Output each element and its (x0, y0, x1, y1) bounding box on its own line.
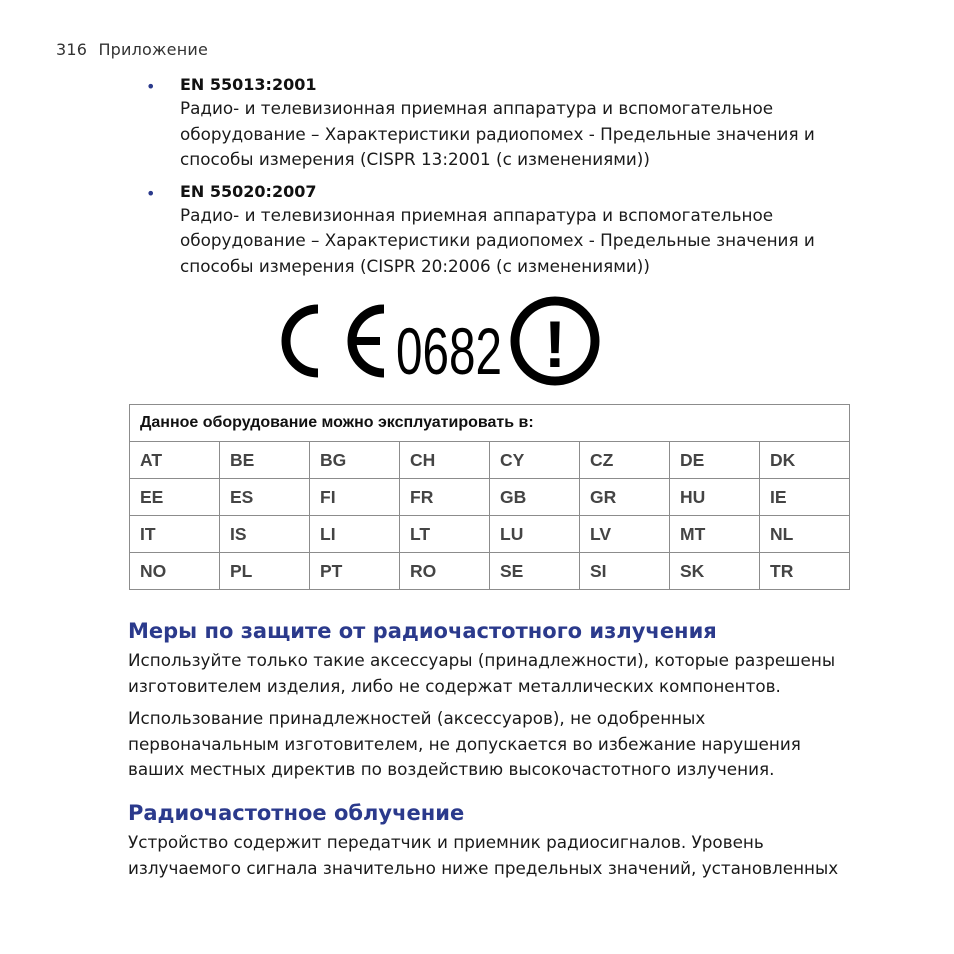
bullet-icon: • (146, 77, 156, 96)
country-cell: RO (400, 553, 490, 590)
country-cell: BE (220, 442, 310, 479)
table-heading: Данное оборудование можно эксплуатировать в: (130, 405, 850, 442)
paragraph: Устройство содержит передатчик и приемник радиосигналов. Уровень излучаемого сигнала значительно ниже предельных значений, установленных (128, 832, 839, 878)
table-row (130, 442, 850, 479)
country-cell: FI (310, 479, 400, 516)
country-cell: PL (220, 553, 310, 590)
country-cell: BG (310, 442, 400, 479)
certification-marks (272, 293, 602, 389)
table-row (130, 479, 850, 516)
list-item (146, 181, 866, 280)
country-table (129, 404, 850, 590)
country-cell: IE (760, 479, 850, 516)
section-title-rf-exposure: Радиочастотное облучение (128, 801, 465, 825)
country-cell: ES (220, 479, 310, 516)
country-cell: NL (760, 516, 850, 553)
paragraph: Использование принадлежностей (аксессуаров), не одобренных первоначальным изготовителем, не допускается во избежание нарушения ваших местных директив по воздействию высокочастотного излучения. (128, 708, 801, 779)
country-cell: IS (220, 516, 310, 553)
list-item (146, 74, 866, 173)
standards-list (146, 74, 866, 287)
ce-mark-icon (286, 309, 384, 373)
notified-body-number: 0682 (396, 314, 502, 388)
country-cell: CY (490, 442, 580, 479)
country-cell: SK (670, 553, 760, 590)
paragraph: Используйте только такие аксессуары (принадлежности), которые разрешены изготовителем изделия, либо не содержат металлических компонентов. (128, 650, 836, 696)
country-cell: LU (490, 516, 580, 553)
country-cell: SE (490, 553, 580, 590)
standard-description: Радио- и телевизионная приемная аппаратура и вспомогательное оборудование – Характеристики радиопомех - Предельные значения и способы измерения (CISPR 20:2006 (с изменениями)) (180, 204, 815, 276)
country-cell: GR (580, 479, 670, 516)
standard-code: EN 55020:2007 (180, 181, 317, 201)
country-cell: DE (670, 442, 760, 479)
country-cell: MT (670, 516, 760, 553)
country-cell: AT (130, 442, 220, 479)
table-row (130, 516, 850, 553)
country-cell: SI (580, 553, 670, 590)
country-cell: LV (580, 516, 670, 553)
country-cell: FR (400, 479, 490, 516)
standard-code: EN 55013:2001 (180, 75, 317, 94)
country-cell: CH (400, 442, 490, 479)
section-title-rf-protection: Меры по защите от радиочастотного излучения (128, 619, 717, 643)
country-cell: LI (310, 516, 400, 553)
page-number: 316 (56, 40, 88, 59)
country-cell: HU (670, 479, 760, 516)
country-cell: PT (310, 553, 400, 590)
alert-symbol: ! (544, 307, 566, 381)
country-cell: TR (760, 553, 850, 590)
country-cell: LT (400, 516, 490, 553)
standard-description: Радио- и телевизионная приемная аппаратура и вспомогательное оборудование – Характеристики радиопомех - Предельные значения и способы измерения (CISPR 13:2001 (с изменениями)) (180, 98, 815, 169)
bullet-icon: • (146, 183, 156, 203)
table-row (130, 553, 850, 590)
country-cell: DK (760, 442, 850, 479)
country-cell: GB (490, 479, 580, 516)
country-cell: IT (130, 516, 220, 553)
alert-icon (515, 301, 595, 381)
page-header (56, 40, 208, 59)
section-name: Приложение (98, 40, 208, 59)
country-cell: NO (130, 553, 220, 590)
country-cell: EE (130, 479, 220, 516)
country-cell: CZ (580, 442, 670, 479)
